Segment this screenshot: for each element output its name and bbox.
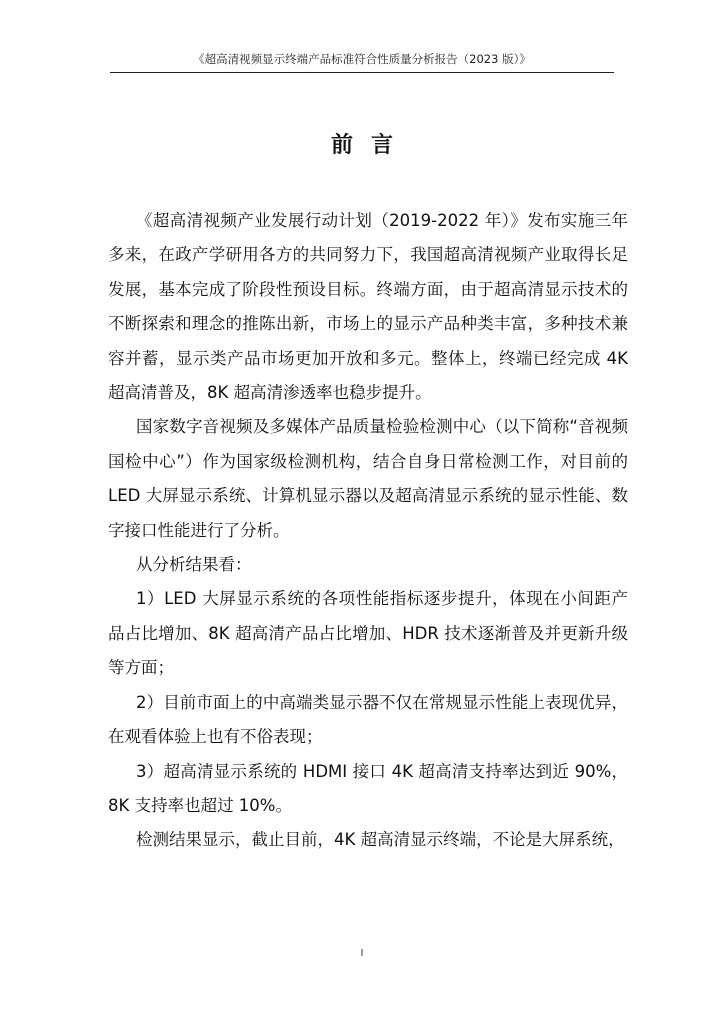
body-text [108,204,628,858]
paragraph-testing-center: 国家数字音视频及多媒体产品质量检验检测中心（以下简称“音视频国检中心”）作为国家级检测机构，结合自身日常检测工作，对目前的 LED 大屏显示系统、计算机显示器以及超高清显示系统的显示性能、数字接口性能进行了分析。 [108,417,628,540]
paragraph-conclusion: 检测结果显示，截止目前，4K 超高清显示终端，不论是大屏系统， [136,830,625,850]
page-number: I [360,948,364,959]
paragraph-result-monitor: 2）目前市面上的中高端类显示器不仅在常规显示性能上表现优异，在观看体验上也有不俗表现； [108,692,628,747]
page-title: 前言 [330,133,411,158]
running-header: 《超高清视频显示终端产品标准符合性质量分析报告（2023 版）》 [110,48,614,73]
paragraph-result-led: 1）LED 大屏显示系统的各项性能指标逐步提升，体现在小间距产品占比增加、8K 超高清产品占比增加、HDR 技术逐渐普及并更新升级等方面； [108,589,628,678]
paragraph-intro: 《超高清视频产业发展行动计划（2019-2022 年）》发布实施三年多来，在政产学研用各方的共同努力下，我国超高清视频产业取得长足发展，基本完成了阶段性预设目标。终端方面，由于超高清显示技术的不断探索和理念的推陈出新，市场上的显示产品种类丰富，多种技术兼容并蓄，显示类产品市场更加开放和多元。整体上，终端已经完成 4K 超高清普及，8K 超高清渗透率也稳步提升。 [108,211,628,403]
paragraph-results-intro: 从分析结果看： [136,555,252,575]
paragraph-result-hdmi: 3）超高清显示系统的 HDMI 接口 4K 超高清支持率达到近 90%，8K 支持率也超过 10%。 [108,761,628,815]
